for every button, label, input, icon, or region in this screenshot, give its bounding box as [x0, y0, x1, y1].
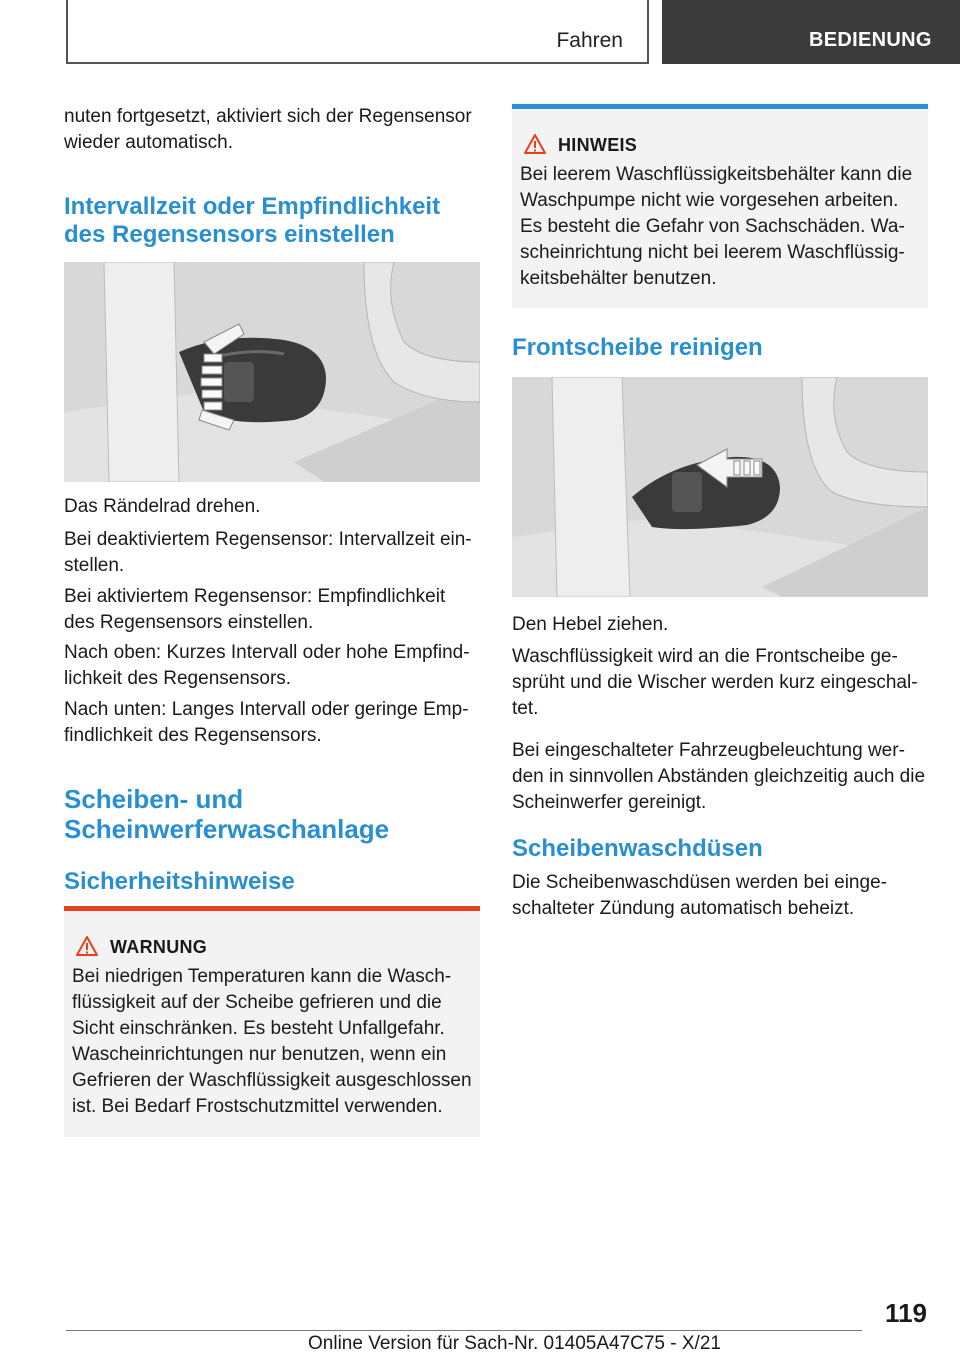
text-line: Scheinwerfer gereinigt.	[512, 792, 707, 813]
text-line: Bei aktiviertem Regensensor: Empfindlichkeit	[64, 586, 446, 607]
header-section-tab	[66, 0, 649, 64]
text-line: tet.	[512, 698, 539, 719]
figure-pull-lever	[512, 377, 928, 597]
text-line: Gefrieren der Waschflüssigkeit ausgeschlossen	[72, 1070, 472, 1091]
text-line: Waschpumpe nicht wie vorgesehen arbeiten.	[520, 190, 899, 211]
intro-paragraph	[64, 104, 472, 156]
heading-safety: Sicherheitshinweise	[64, 868, 295, 895]
text-line: lichkeit des Regensensors.	[64, 668, 292, 689]
text-line: Wascheinrichtungen nur benutzen, wenn ein	[72, 1044, 447, 1065]
header-chapter-title: BEDIENUNG	[809, 29, 932, 51]
thumbwheel-illustration	[64, 262, 480, 482]
notice-title: HINWEIS	[558, 135, 638, 155]
notice-text	[520, 162, 912, 292]
footer-online-version: Online Version für Sach-Nr. 01405A47C75 - X/21	[308, 1333, 721, 1354]
heading-line: Scheinwerferwaschanlage	[64, 814, 390, 844]
text-line: Das Rändelrad drehen.	[64, 496, 261, 517]
text-line: des Regensensors einstellen.	[64, 612, 314, 633]
page-number: 119	[885, 1298, 927, 1328]
heading-line: des Regensensors einstellen	[64, 221, 395, 248]
text-line: Es besteht die Gefahr von Sachschäden. Wa-	[520, 216, 905, 237]
heading-nozzles: Scheibenwaschdüsen	[512, 835, 763, 862]
text-line: Bei eingeschalteter Fahrzeugbeleuchtung wer-	[512, 740, 905, 761]
paragraph-nozzles	[512, 870, 887, 922]
text-line: flüssigkeit auf der Scheibe gefrieren und die	[72, 992, 442, 1013]
header-chapter-tab	[662, 0, 960, 64]
heading-line: Scheiben- und	[64, 784, 244, 814]
text-line: keitsbehälter benutzen.	[520, 268, 717, 289]
text-line: findlichkeit des Regensensors.	[64, 725, 322, 746]
footer-divider	[66, 1330, 862, 1331]
paragraph-turn-wheel	[64, 494, 260, 520]
text-line: den in sinnvollen Abständen gleichzeitig auch die	[512, 766, 926, 787]
paragraph-headlights	[512, 738, 925, 816]
text-line: Bei niedrigen Temperaturen kann die Wasch-	[72, 966, 452, 987]
header-section-title: Fahren	[556, 29, 623, 52]
text-line: Bei leerem Waschflüssigkeitsbehälter kann die	[520, 164, 913, 185]
heading-interval	[64, 193, 440, 249]
notice-box	[512, 104, 928, 308]
notice-triangle-icon	[524, 134, 546, 154]
text-line: Sicht einschränken. Es besteht Unfallgefahr.	[72, 1018, 445, 1039]
text-line: Waschflüssigkeit wird an die Frontscheibe ge-	[512, 646, 898, 667]
warning-text	[72, 964, 472, 1120]
heading-line: Intervallzeit oder Empfindlichkeit	[64, 193, 441, 220]
paragraph-activated	[64, 584, 445, 636]
text-line: Die Scheibenwaschdüsen werden bei einge-	[512, 872, 887, 893]
paragraph-down	[64, 697, 469, 749]
warning-accent-bar	[64, 906, 480, 911]
text-line: Nach unten: Langes Intervall oder geringe Emp-	[64, 699, 469, 720]
text-line: nuten fortgesetzt, aktiviert sich der Regensensor	[64, 106, 472, 127]
heading-washer-system	[64, 784, 389, 844]
paragraph-deactivated	[64, 527, 472, 579]
text-line: sprüht und die Wischer werden kurz eingeschal-	[512, 672, 918, 693]
pull-lever-illustration	[512, 377, 928, 597]
text-line: scheinrichtung nicht bei leerem Waschflüssig-	[520, 242, 905, 263]
text-line: Nach oben: Kurzes Intervall oder hohe Empfind-	[64, 642, 470, 663]
notice-accent-bar	[512, 104, 928, 109]
paragraph-pull-lever	[512, 612, 668, 638]
text-line: Bei deaktiviertem Regensensor: Intervallzeit ein-	[64, 529, 472, 550]
text-line: stellen.	[64, 555, 125, 576]
figure-thumbwheel	[64, 262, 480, 482]
text-line: ist. Bei Bedarf Frostschutzmittel verwenden.	[72, 1096, 443, 1117]
paragraph-spray	[512, 644, 918, 722]
warning-triangle-icon	[76, 936, 98, 956]
heading-clean-windshield: Frontscheibe reinigen	[512, 334, 763, 361]
warning-title: WARNUNG	[110, 937, 208, 957]
text-line: schalteter Zündung automatisch beheizt.	[512, 898, 855, 919]
warning-box	[64, 906, 480, 1137]
text-line: Den Hebel ziehen.	[512, 614, 669, 635]
paragraph-up	[64, 640, 470, 692]
text-line: wieder automatisch.	[64, 132, 233, 153]
